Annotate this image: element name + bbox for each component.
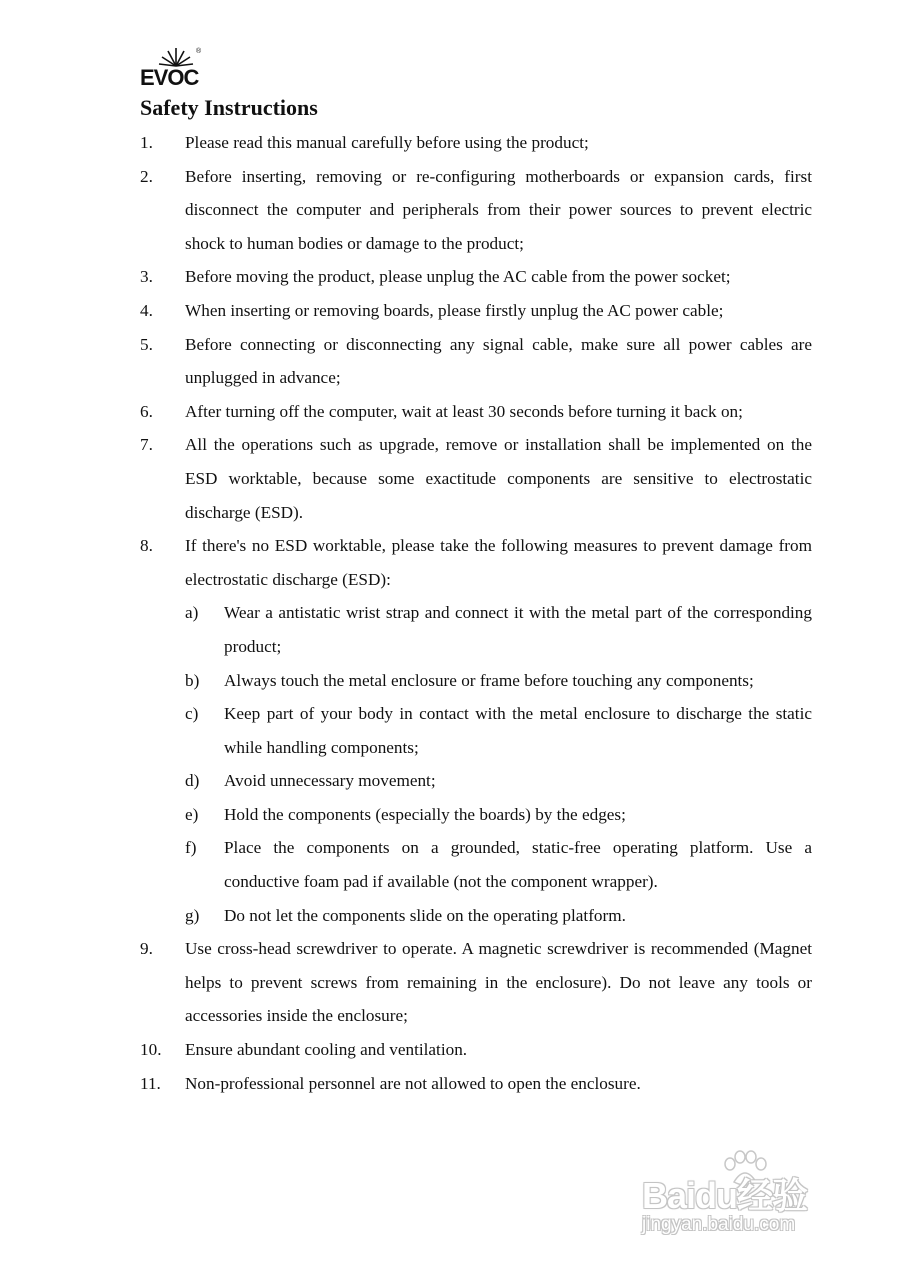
- list-item: [140, 160, 812, 261]
- item-number: 10.: [140, 1040, 162, 1060]
- item-text: Before moving the product, please unplug the AC cable from the power socket;: [185, 267, 731, 287]
- registered-mark: ®: [196, 48, 202, 55]
- sub-item-text: Keep part of your body in contact with the metal enclosure to discharge the static while handling components;: [224, 704, 812, 757]
- sub-list-item: [140, 899, 812, 933]
- item-text: When inserting or removing boards, please firstly unplug the AC power cable;: [185, 300, 724, 320]
- sub-list-item: [140, 798, 812, 832]
- list-item: [140, 395, 812, 429]
- list-item: [140, 529, 812, 596]
- sub-list-item: [140, 697, 812, 764]
- item-text: If there's no ESD worktable, please take the following measures to prevent damage from electrostatic discharge (ESD):: [185, 536, 812, 589]
- sub-item-text: Do not let the components slide on the operating platform.: [224, 905, 626, 925]
- sub-list-item: [140, 831, 812, 898]
- item-text: Please read this manual carefully before using the product;: [185, 133, 589, 152]
- evoc-logo: [140, 46, 210, 92]
- sub-item-text: Place the components on a grounded, static-free operating platform. Use a conductive foam pad if available (not the component wrapper).: [224, 838, 812, 892]
- item-text: Before inserting, removing or re-configuring motherboards or expansion cards, first disconnect the computer and peripherals from their power sources to prevent electric shock to human bodies or damage to the product;: [185, 166, 812, 253]
- list-item: [140, 126, 812, 160]
- item-text: Before connecting or disconnecting any signal cable, make sure all power cables are unplugged in advance;: [185, 334, 812, 388]
- item-number: 8.: [140, 536, 153, 556]
- item-number: 5.: [140, 334, 153, 354]
- sub-item-letter: g): [185, 905, 200, 925]
- item-number: 3.: [140, 267, 153, 287]
- sub-item-text: Avoid unnecessary movement;: [224, 771, 436, 791]
- item-number: 2.: [140, 166, 153, 186]
- instruction-list: [140, 126, 812, 1100]
- item-text: Use cross-head screwdriver to operate. A magnetic screwdriver is recommended (Magnet helps to prevent screws from remaining in the enclosure). Do not leave any tools or accessories inside the enclosure;: [185, 939, 812, 1026]
- baidu-watermark: [642, 1150, 862, 1250]
- watermark-brand: Baidu经验: [642, 1175, 808, 1216]
- logo-text: EVOC: [140, 65, 199, 90]
- page-title: Safety Instructions: [140, 95, 318, 120]
- sub-list-item: [140, 764, 812, 798]
- item-number: 1.: [140, 133, 153, 152]
- item-number: 9.: [140, 939, 153, 959]
- item-text: After turning off the computer, wait at least 30 seconds before turning it back on;: [185, 401, 743, 421]
- sub-item-text: Always touch the metal enclosure or frame before touching any components;: [224, 670, 754, 690]
- sub-item-text: Hold the components (especially the boards) by the edges;: [224, 804, 626, 824]
- item-number: 4.: [140, 300, 153, 320]
- sub-list-item: [140, 596, 812, 663]
- list-item: [140, 932, 812, 1033]
- sub-item-letter: a): [185, 603, 199, 623]
- sub-item-letter: b): [185, 670, 200, 690]
- item-number: 11.: [140, 1073, 161, 1093]
- sub-item-text: Wear a antistatic wrist strap and connect it with the metal part of the corresponding product;: [224, 603, 812, 656]
- watermark-url: jingyan.baidu.com: [642, 1214, 796, 1235]
- sub-item-letter: c): [185, 704, 199, 724]
- list-item: [140, 428, 812, 529]
- sub-item-letter: e): [185, 804, 199, 824]
- item-text: All the operations such as upgrade, remove or installation shall be implemented on the ESD worktable, because some exactitude components are sensitive to electrostatic discharge (ESD).: [185, 435, 812, 522]
- list-item: [140, 1033, 812, 1067]
- list-item: [140, 328, 812, 395]
- sub-item-letter: f): [185, 838, 197, 858]
- item-number: 6.: [140, 401, 153, 421]
- item-text: Ensure abundant cooling and ventilation.: [185, 1040, 468, 1060]
- list-item: [140, 1067, 812, 1101]
- item-text: Non-professional personnel are not allowed to open the enclosure.: [185, 1073, 641, 1093]
- sub-item-letter: d): [185, 771, 200, 791]
- list-item: [140, 260, 812, 294]
- sub-list-item: [140, 664, 812, 698]
- list-item: [140, 294, 812, 328]
- item-number: 7.: [140, 435, 153, 455]
